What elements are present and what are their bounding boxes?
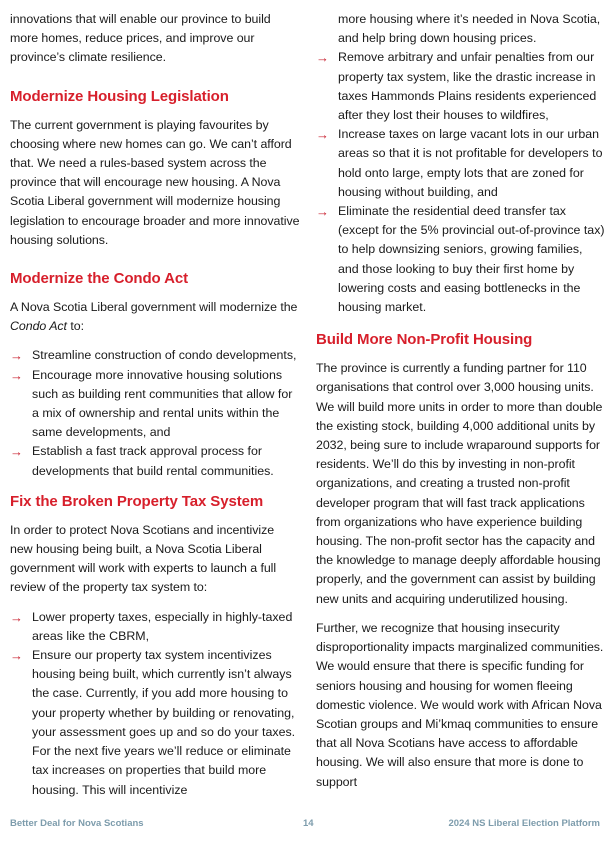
page-number: 14 [303, 818, 314, 829]
list-item [10, 366, 300, 443]
arrow-right-icon: → [10, 348, 23, 364]
bullet-text: Encourage more innovative housing solutions such as building rent communities that allow for a mix of ownership and rental units within the same developments, and [32, 367, 293, 440]
arrow-right-icon: → [316, 127, 329, 143]
property-tax-bullet-list-continued [316, 10, 606, 317]
footer-document-title: Better Deal for Nova Scotians [10, 818, 144, 829]
paragraph-property-tax: In order to protect Nova Scotians and incentivize new housing being built, a Nova Scotia Liberal government will work with experts to launch a full review of the property tax system to: [10, 522, 277, 595]
intro-paragraph: innovations that will enable our province to build more homes, reduce prices, and improve our province’s climate resilience. [10, 12, 271, 65]
list-item [316, 125, 606, 202]
list-item [316, 202, 606, 317]
arrow-right-icon: → [10, 367, 23, 383]
bullet-text: Remove arbitrary and unfair penalties from our property tax system, like the drastic increase in taxes Hammonds Plains residents experienced after they lost their houses to wildfires, [338, 50, 597, 123]
bullet-text: Streamline construction of condo developments, [32, 348, 297, 363]
bullet-text: Ensure our property tax system incentivizes housing being built, which currently isn’t always the case. Currently, if you add more housing to your property whether by building or renovating, your assessment goes up and so do your taxes. For the next five years we’ll reduce or eliminate tax increases on properties that build more housing. This will incentivize [32, 648, 296, 797]
left-column [10, 10, 300, 806]
heading-fix-property-tax: Fix the Broken Property Tax System [10, 492, 264, 510]
paragraph-housing-legislation: The current government is playing favourites by choosing where new homes can go. We can’t afford that. We need a rules-based system across the province that will encourage new housing. A Nova Scotia Liberal government will modernize housing legislation to encourage broader and more innovative housing solutions. [10, 117, 300, 247]
paragraph-condo-suffix: to: [66, 319, 84, 334]
arrow-right-icon: → [10, 444, 23, 460]
arrow-right-icon: → [316, 50, 329, 66]
bullet-text: Eliminate the residential deed transfer tax (except for the 5% provincial out-of-province tax) to help downsizing seniors, growing families, and those looking to buy their first home by lowering costs and easing bottlenecks in the housing market. [338, 204, 605, 315]
list-item [10, 608, 300, 646]
bullet-text: Establish a fast track approval process for developments that build rental communities. [32, 444, 274, 478]
paragraph-non-profit-2: Further, we recognize that housing insecurity disproportionality impacts marginalized communities. We would ensure that there is specific funding for seniors housing and housing for women fleeing domestic violence. We would work with African Nova Scotian groups and Mi’kmaq communities to ensure that all Nova Scotians have access to affordable housing. We will also ensure that more is done to support [316, 620, 604, 789]
arrow-right-icon: → [10, 609, 23, 625]
bullet-text: Increase taxes on large vacant lots in our urban areas so that it is not profitable for developers to hold onto large, empty lots that are zoned for housing without building, and [338, 127, 603, 199]
paragraph-non-profit-1: The province is currently a funding partner for 110 organisations that control over 3,000 housing units. We will build more units in order to more than double the existing stock, building 4,000 additional units by 2032, being sure to include wraparound supports for residents. We’ll do this by investing in non-profit organizations, and creating a trusted non-profit developer program that will fast track applications from organizations who have experience building housing. The non-profit sector has the capacity and the knowledge to manage deeply affordable housing properly, and the government can assist by building new units and acquiring underutilized housing. [316, 361, 603, 606]
heading-build-non-profit-housing: Build More Non-Profit Housing [316, 331, 533, 349]
right-column [316, 10, 606, 802]
list-item-continued [316, 10, 606, 48]
arrow-right-icon: → [10, 648, 23, 664]
condo-act-bullet-list [10, 346, 300, 480]
paragraph-condo-prefix: A Nova Scotia Liberal government will modernize the [10, 300, 298, 315]
heading-modernize-condo-act: Modernize the Condo Act [10, 270, 188, 288]
heading-modernize-housing-legislation: Modernize Housing Legislation [10, 87, 229, 105]
list-item [10, 646, 300, 800]
list-item [316, 48, 606, 125]
list-item [10, 346, 300, 365]
list-item [10, 442, 300, 480]
condo-act-title: Condo Act [10, 319, 67, 334]
property-tax-bullet-list [10, 608, 300, 800]
paragraph-condo-act [10, 298, 300, 336]
bullet-text: Lower property taxes, especially in highly-taxed areas like the CBRM, [32, 609, 293, 643]
bullet-text: more housing where it’s needed in Nova Scotia, and help bring down housing prices. [338, 12, 601, 46]
arrow-right-icon: → [316, 204, 329, 220]
footer-platform-title: 2024 NS Liberal Election Platform [448, 818, 600, 829]
page-footer [10, 818, 600, 834]
